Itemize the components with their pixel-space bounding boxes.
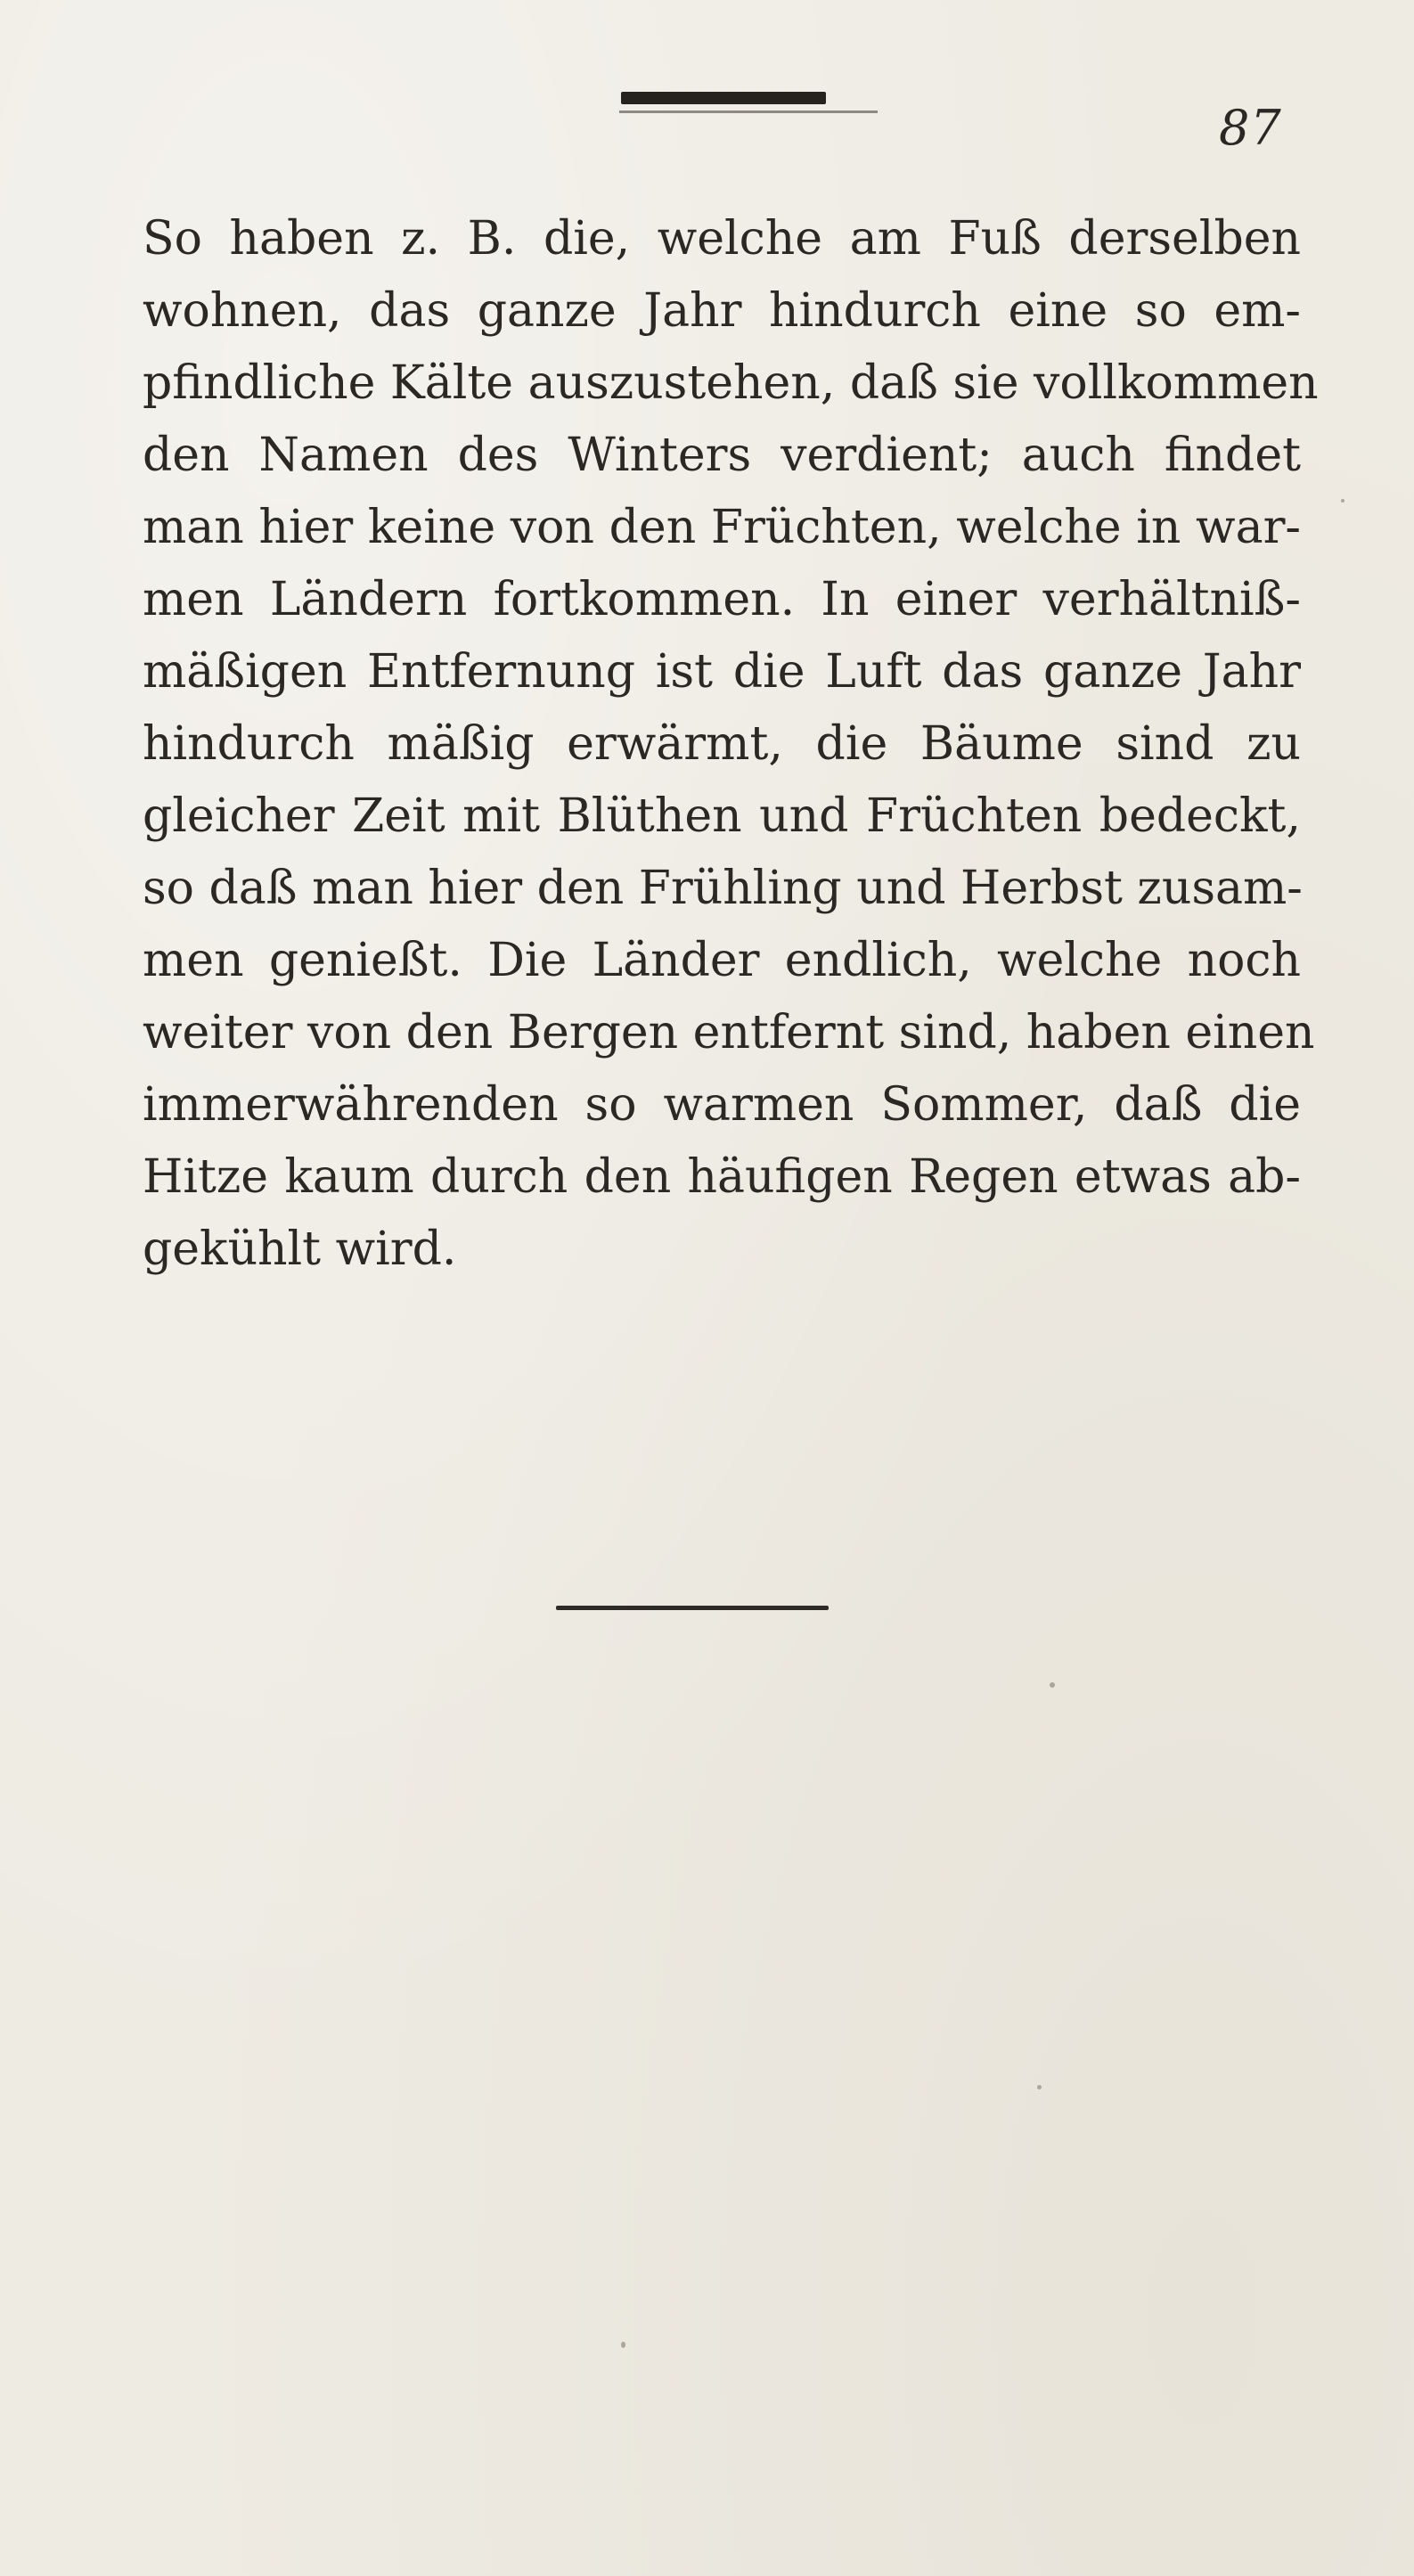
text-line: immerwährenden so warmen Sommer, daß die: [143, 1078, 1301, 1132]
paper-speck: [1037, 2085, 1042, 2089]
text-line-last: gekühlt wird.: [143, 1223, 457, 1276]
text-line: men genießt. Die Länder endlich, welche noch: [143, 934, 1301, 987]
text-line: gleicher Zeit mit Blüthen und Früchten bedeckt,: [143, 789, 1301, 843]
header-ornament-rule: [621, 92, 826, 104]
closing-rule: [556, 1606, 829, 1610]
text-line: mäßigen Entfernung ist die Luft das ganze Jahr: [143, 645, 1301, 699]
text-line: So haben z. B. die, welche am Fuß derselben: [143, 212, 1301, 266]
text-line: den Namen des Winters verdient; auch findet: [143, 429, 1301, 482]
text-line: man hier keine von den Früchten, welche in war-: [143, 501, 1301, 554]
text-line: pfindliche Kälte auszustehen, daß sie vollkommen: [143, 356, 1319, 410]
text-line: men Ländern fortkommen. In einer verhältniß-: [143, 573, 1301, 626]
text-line: hindurch mäßig erwärmt, die Bäume sind zu: [143, 717, 1301, 771]
text-line: weiter von den Bergen entfernt sind, haben einen: [143, 1006, 1315, 1059]
paper-speck: [1341, 499, 1345, 503]
header-thin-rule: [619, 110, 878, 113]
text-line: so daß man hier den Frühling und Herbst zusam-: [143, 862, 1303, 915]
page-number: 87: [1219, 100, 1282, 156]
paragraph: [143, 203, 1319, 1286]
text-line: wohnen, das ganze Jahr hindurch eine so em-: [143, 284, 1301, 338]
paper-speck: [621, 2342, 625, 2348]
paper-speck: [1050, 1682, 1055, 1688]
text-line: Hitze kaum durch den häufigen Regen etwas ab-: [143, 1150, 1301, 1204]
